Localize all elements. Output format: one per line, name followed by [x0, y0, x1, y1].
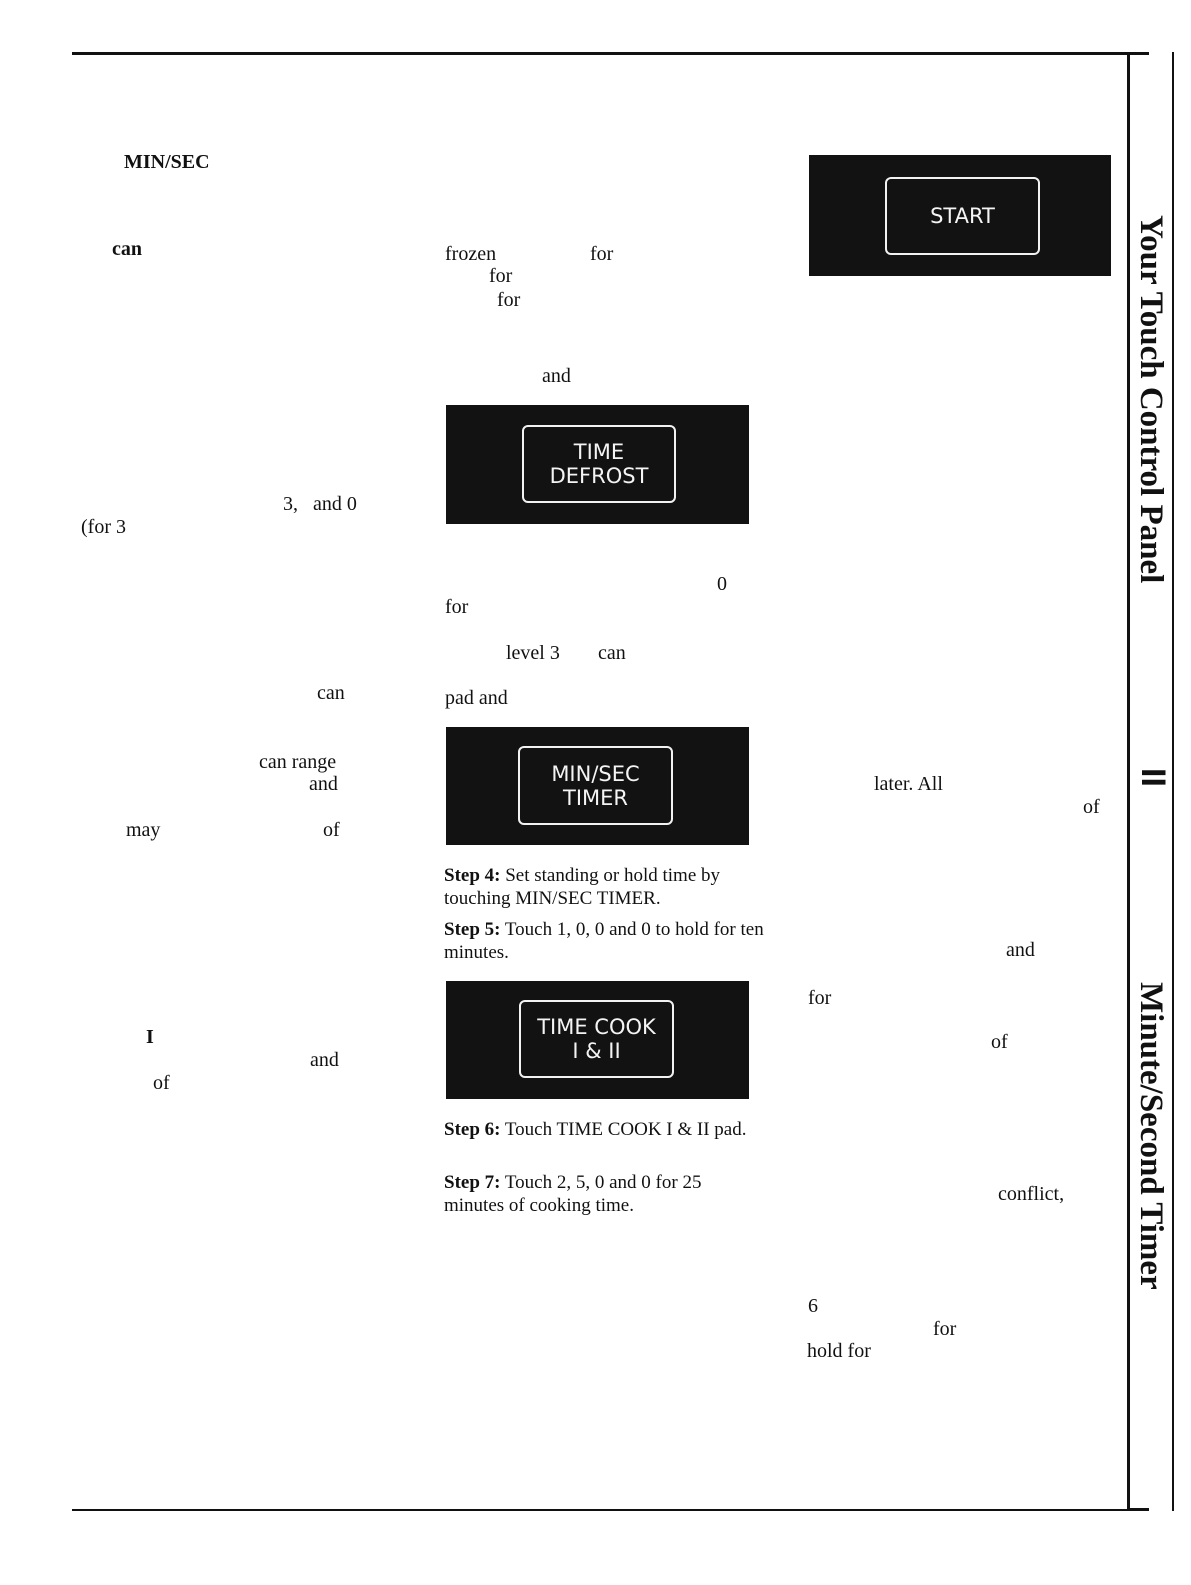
frag-and-mid: and	[542, 365, 571, 387]
frag-for-mid-4: for	[445, 596, 469, 618]
frag-frozen: frozen	[445, 243, 497, 265]
frag-for-mid-1: for	[590, 243, 614, 265]
sidebar-tick-top	[1127, 52, 1149, 55]
frag-of-right-2: of	[991, 1031, 1008, 1053]
frag-for-mid-3: for	[497, 289, 521, 311]
minsec-timer-label-1: MIN/SEC	[551, 761, 640, 786]
step-6-label: Step 6:	[444, 1119, 501, 1140]
frag-and-left-1: and	[309, 773, 338, 795]
frag-holdfor: hold for	[807, 1340, 871, 1362]
sidebar-section-touch-control-panel: Your Touch Control Panel	[1133, 215, 1169, 584]
start-panel	[809, 155, 1111, 276]
time-cook-label-1: TIME COOK	[537, 1015, 656, 1039]
time-defrost-label-2: DEFROST	[549, 464, 649, 488]
frag-of-right-1: of	[1083, 796, 1100, 818]
start-label: START	[930, 204, 995, 228]
time-cook-label-2: I & II	[572, 1039, 621, 1063]
step-6	[444, 1118, 764, 1141]
frag-for-right-2: for	[933, 1318, 957, 1340]
step-7-text: Touch 2, 5, 0 and 0 for 25 minutes of cooking time.	[444, 1172, 702, 1216]
frag-for-right-1: for	[808, 987, 832, 1009]
sidebar-divider: II	[1133, 768, 1172, 787]
step-4	[444, 864, 764, 910]
frag-zero: 0	[717, 573, 727, 595]
frag-for3: (for 3	[81, 516, 126, 538]
bottom-rule	[72, 1509, 1148, 1511]
frag-conflict: conflict,	[998, 1183, 1065, 1205]
frag-6: 6	[808, 1295, 818, 1317]
step-6-text: Touch TIME COOK I & II pad.	[504, 1119, 747, 1140]
sidebar-tick-bottom	[1127, 1508, 1149, 1511]
step-4-label: Step 4:	[444, 865, 501, 886]
time-cook-button[interactable]	[519, 1000, 674, 1078]
step-7-label: Step 7:	[444, 1172, 501, 1193]
sidebar-rule-right	[1172, 52, 1174, 1511]
step-5	[444, 918, 764, 964]
minsec-timer-panel	[446, 727, 749, 845]
frag-3-and-0: 3, and 0	[283, 493, 357, 515]
frag-of-left-2: of	[153, 1072, 170, 1094]
frag-can: can	[317, 682, 345, 704]
frag-laterall: later. All	[874, 773, 943, 795]
frag-may: may	[126, 819, 161, 841]
minsec-timer-button[interactable]	[518, 746, 673, 825]
minsec-timer-label-2: TIMER	[563, 785, 628, 810]
frag-and-right: and	[1006, 939, 1035, 961]
frag-of-left-1: of	[323, 819, 340, 841]
sidebar-section-minute-second-timer: Minute/Second Timer	[1133, 982, 1169, 1290]
frag-can-bold: can	[112, 238, 142, 260]
frag-level3: level 3	[506, 642, 560, 664]
start-button[interactable]	[885, 177, 1040, 255]
step-5-text: Touch 1, 0, 0 and 0 to hold for ten minutes.	[444, 919, 764, 963]
frag-for-mid-2: for	[489, 265, 513, 287]
frag-I: I	[146, 1026, 154, 1048]
step-7	[444, 1171, 764, 1217]
heading-minsec: MIN/SEC	[124, 151, 210, 173]
sidebar-rule-left	[1127, 52, 1130, 1511]
frag-and-left-2: and	[310, 1049, 339, 1071]
time-defrost-panel	[446, 405, 749, 524]
step-5-label: Step 5:	[444, 919, 501, 940]
time-cook-panel	[446, 981, 749, 1099]
time-defrost-label-1: TIME	[573, 440, 625, 464]
time-defrost-button[interactable]	[522, 425, 676, 503]
frag-padand: pad and	[445, 687, 508, 709]
top-rule	[72, 52, 1128, 55]
step-4-text: Set standing or hold time by touching MIN/SEC TIMER.	[444, 865, 721, 909]
frag-can-mid: can	[598, 642, 626, 664]
frag-canrange: can range	[259, 751, 337, 773]
